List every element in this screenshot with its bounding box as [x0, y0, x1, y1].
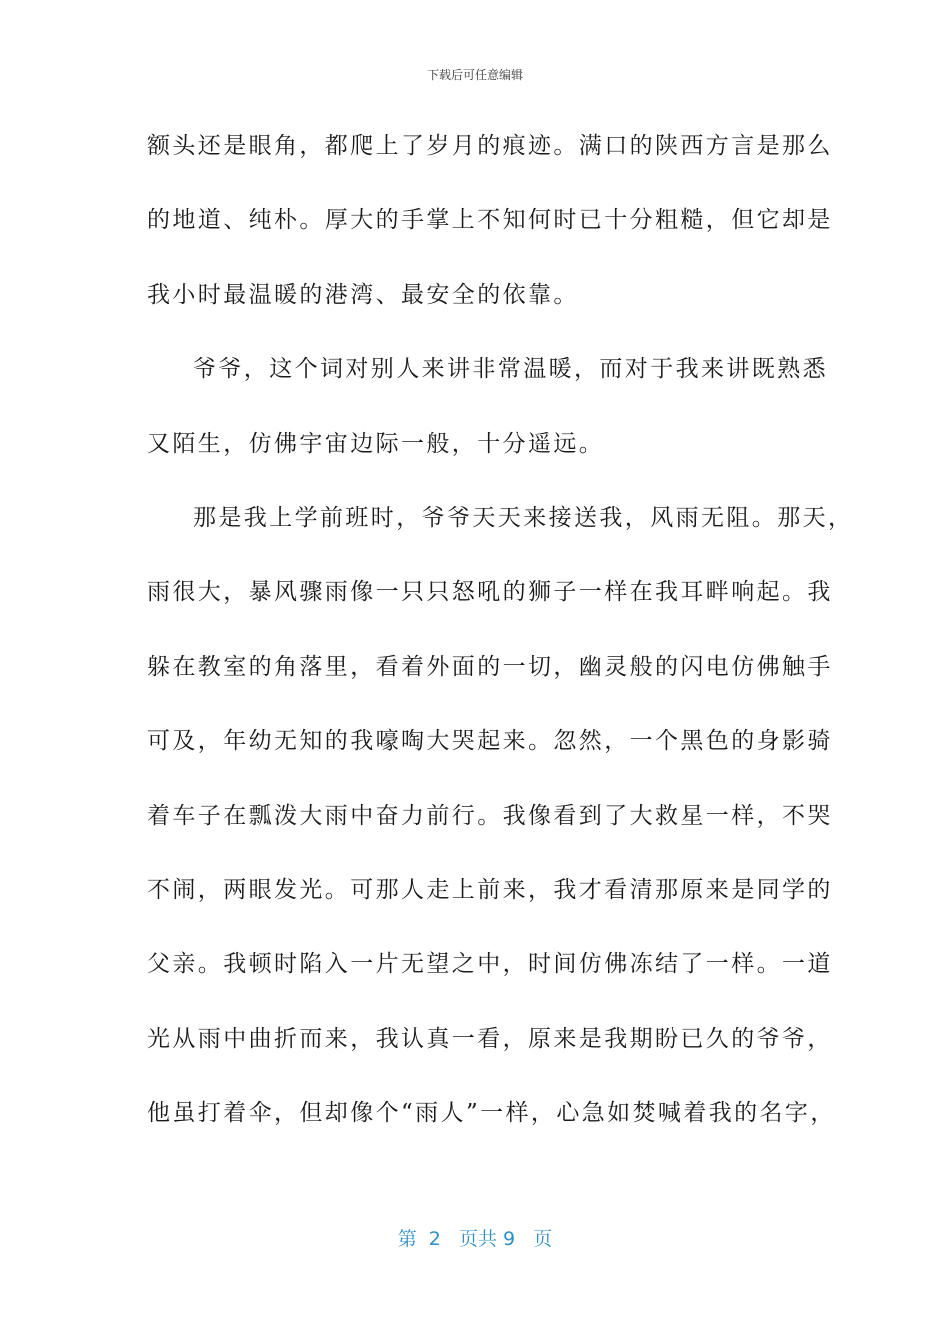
- text-line: 额头还是眼角，都爬上了岁月的痕迹。满口的陕西方言是那么: [147, 133, 833, 159]
- paragraph-start-line: 爷爷，这个词对别人来讲非常温暖，而对于我来讲既熟悉: [193, 356, 828, 383]
- text-line: 的地道、纯朴。厚大的手掌上不知何时已十分粗糙，但它却是: [147, 207, 833, 234]
- header-note: 下载后可任意编辑: [426, 68, 523, 82]
- text-line: 父亲。我顿时陷入一片无望之中，时间仿佛冻结了一样。一道: [147, 951, 833, 978]
- text-line: 我小时最温暖的港湾、最安全的依靠。: [147, 281, 579, 308]
- text-line: 不闹，两眼发光。可那人走上前来，我才看清那原来是同学的: [147, 876, 833, 903]
- text-line: 又陌生，仿佛宇宙边际一般，十分遥远。: [147, 430, 605, 457]
- text-line: 雨很大，暴风骤雨像一只只怒吼的狮子一样在我耳畔响起。我: [147, 579, 833, 606]
- document-body: [147, 126, 854, 1167]
- text-line: 着车子在瓢泼大雨中奋力前行。我像看到了大救星一样，不哭: [147, 802, 833, 829]
- text-line: 可及，年幼无知的我嚎啕大哭起来。忽然，一个黑色的身影骑: [147, 728, 833, 755]
- text-line: 他虽打着伞，但却像个“雨人”一样，心急如焚喊着我的名字，: [147, 1100, 836, 1127]
- text-line: 躲在教室的角落里，看着外面的一切，幽灵般的闪电仿佛触手: [147, 653, 833, 680]
- text-line: 光从雨中曲折而来，我认真一看，原来是我期盼已久的爷爷，: [147, 1025, 833, 1052]
- paragraph-start-line: 那是我上学前班时，爷爷天天来接送我，风雨无阻。那天，: [193, 504, 854, 531]
- page-number: 第 2 页共 9 页: [397, 1228, 553, 1250]
